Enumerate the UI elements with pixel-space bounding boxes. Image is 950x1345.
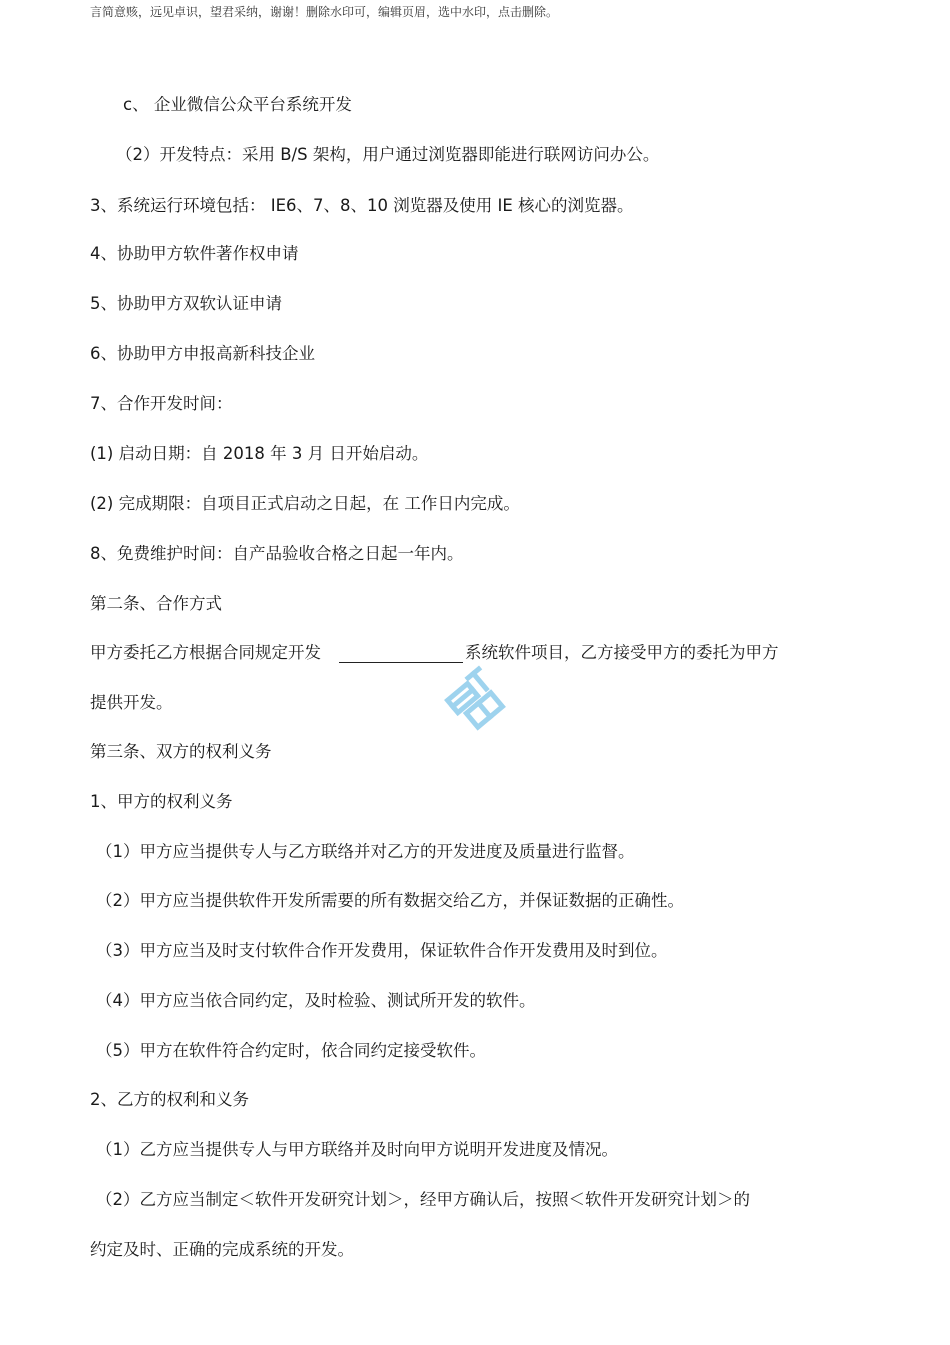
party-b-heading: 2、乙方的权利和义务 bbox=[90, 1090, 249, 1109]
watermark-stamp bbox=[440, 664, 512, 736]
item-8-maintenance: 8、免费维护时间：自产品验收合格之日起一年内。 bbox=[90, 544, 464, 563]
article-3-heading: 第三条、双方的权利义务 bbox=[90, 742, 272, 761]
dev-features: （2）开发特点：采用 B/S 架构，用户通过浏览器即能进行联网访问办公。 bbox=[116, 145, 660, 164]
cooperation-text-before: 甲方委托乙方根据合同规定开发 bbox=[90, 643, 321, 662]
item-6: 6、协助甲方申报高新科技企业 bbox=[90, 344, 315, 363]
completion-deadline: (2) 完成期限：自项目正式启动之日起，在 工作日内完成。 bbox=[90, 494, 520, 513]
cooperation-paragraph bbox=[90, 643, 779, 663]
party-b-item-1: （1）乙方应当提供专人与甲方联络并及时向甲方说明开发进度及情况。 bbox=[96, 1140, 618, 1159]
party-a-item-1: （1）甲方应当提供专人与乙方联络并对乙方的开发进度及质量进行监督。 bbox=[96, 842, 635, 861]
start-date: (1) 启动日期：自 2018 年 3 月 日开始启动。 bbox=[90, 444, 429, 463]
article-2-heading: 第二条、合作方式 bbox=[90, 594, 222, 613]
header-note: 言简意赅，远见卓识，望君采纳，谢谢！删除水印可，编辑页眉，选中水印，点击删除。 bbox=[90, 5, 559, 19]
system-name-blank bbox=[339, 647, 463, 663]
party-a-item-3: （3）甲方应当及时支付软件合作开发费用，保证软件合作开发费用及时到位。 bbox=[96, 941, 668, 960]
party-a-item-2: （2）甲方应当提供软件开发所需要的所有数据交给乙方，并保证数据的正确性。 bbox=[96, 891, 684, 910]
party-a-heading: 1、甲方的权利义务 bbox=[90, 792, 233, 811]
item-c: c、 企业微信公众平台系统开发 bbox=[123, 95, 352, 114]
party-b-item-2-cont: 约定及时、正确的完成系统的开发。 bbox=[90, 1240, 354, 1259]
party-a-item-4: （4）甲方应当依合同约定，及时检验、测试所开发的软件。 bbox=[96, 991, 536, 1010]
item-5: 5、协助甲方双软认证申请 bbox=[90, 294, 282, 313]
item-3-environment: 3、系统运行环境包括： IE6、7、8、10 浏览器及使用 IE 核心的浏览器。 bbox=[90, 196, 634, 215]
cooperation-text-after: 系统软件项目，乙方接受甲方的委托为甲方 bbox=[465, 643, 779, 662]
item-4: 4、协助甲方软件著作权申请 bbox=[90, 244, 299, 263]
cooperation-paragraph-cont: 提供开发。 bbox=[90, 693, 173, 712]
party-a-item-5: （5）甲方在软件符合约定时，依合同约定接受软件。 bbox=[96, 1041, 486, 1060]
party-b-item-2: （2）乙方应当制定＜软件开发研究计划＞，经甲方确认后，按照＜软件开发研究计划＞的 bbox=[96, 1190, 750, 1209]
item-7-heading: 7、合作开发时间： bbox=[90, 394, 233, 413]
